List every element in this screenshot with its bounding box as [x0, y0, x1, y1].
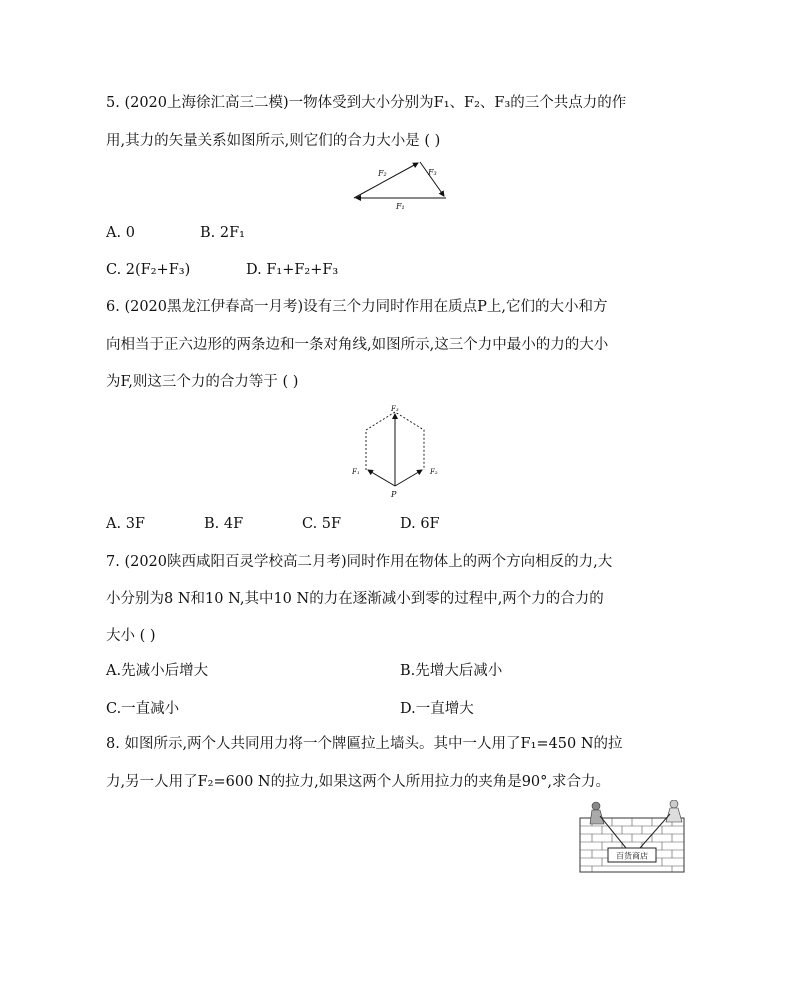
q6-label-f2: F₂: [430, 468, 438, 476]
q7-option-b: B.先增大后减小: [400, 663, 503, 679]
q5-label-f2: F₂: [378, 169, 387, 178]
q7-option-a: A.先减小后增大: [106, 663, 209, 679]
q5-option-d: D. F₁+F₂+F₃: [246, 262, 339, 278]
q5-stem-line1: 5. (2020上海徐汇高三二模)一物体受到大小分别为F₁、F₂、F₃的三个共点力的作: [106, 95, 627, 111]
q5-option-c: C. 2(F₂+F₃): [106, 262, 191, 278]
q6-label-f1: F₁: [352, 468, 360, 476]
q6-option-c: C. 5F: [302, 516, 342, 532]
q6-option-d: D. 6F: [400, 516, 440, 532]
q8-person-left: [590, 802, 604, 824]
q6-stem-line2: 向相当于正六边形的两条边和一条对角线,如图所示,这三个力中最小的力的大小: [106, 337, 609, 353]
q5-force-triangle-figure: [340, 158, 480, 214]
q6-vector-f2: [395, 470, 422, 486]
q8-stem-line2: 力,另一人用了F₂=600 N的拉力,如果这两个人所用拉力的夹角是90°,求合力。: [106, 774, 611, 790]
q5-label-f3: F₃: [428, 168, 437, 177]
q6-option-b: B. 4F: [204, 516, 244, 532]
q6-label-p: P: [391, 490, 397, 499]
q5-label-f1: F₁: [396, 202, 405, 211]
q6-label-f3: F₃: [391, 405, 399, 413]
q5-stem-line2: 用,其力的矢量关系如图所示,则它们的合力大小是 ( ): [106, 133, 441, 149]
q5-option-b: B. 2F₁: [200, 225, 245, 241]
q7-stem-line1: 7. (2020陕西咸阳百灵学校高二月考)同时作用在物体上的两个方向相反的力,大: [106, 554, 613, 570]
q5-option-a: A. 0: [106, 225, 135, 241]
q6-vector-f1: [368, 470, 395, 486]
q6-hexagon-figure: [340, 400, 450, 500]
q8-stem-line1: 8. 如图所示,两个人共同用力将一个牌匾拉上墙头。其中一人用了F₁=450 N的拉: [106, 736, 623, 752]
q7-stem-line2: 小分别为8 N和10 N,其中10 N的力在逐渐减小到零的过程中,两个力的合力的: [106, 591, 604, 607]
q8-wall-sign-figure: [578, 800, 690, 878]
q6-stem-line1: 6. (2020黑龙江伊春高一月考)设有三个力同时作用在质点P上,它们的大小和方: [106, 299, 608, 315]
q6-stem-line3: 为F,则这三个力的合力等于 ( ): [106, 374, 299, 390]
q7-stem-line3: 大小 ( ): [106, 628, 156, 644]
q6-option-a: A. 3F: [106, 516, 145, 532]
q8-sign-text: 百货商店: [616, 851, 648, 861]
q7-option-d: D.一直增大: [400, 701, 474, 717]
q8-person-right: [666, 800, 682, 822]
q7-option-c: C.一直减小: [106, 701, 180, 717]
